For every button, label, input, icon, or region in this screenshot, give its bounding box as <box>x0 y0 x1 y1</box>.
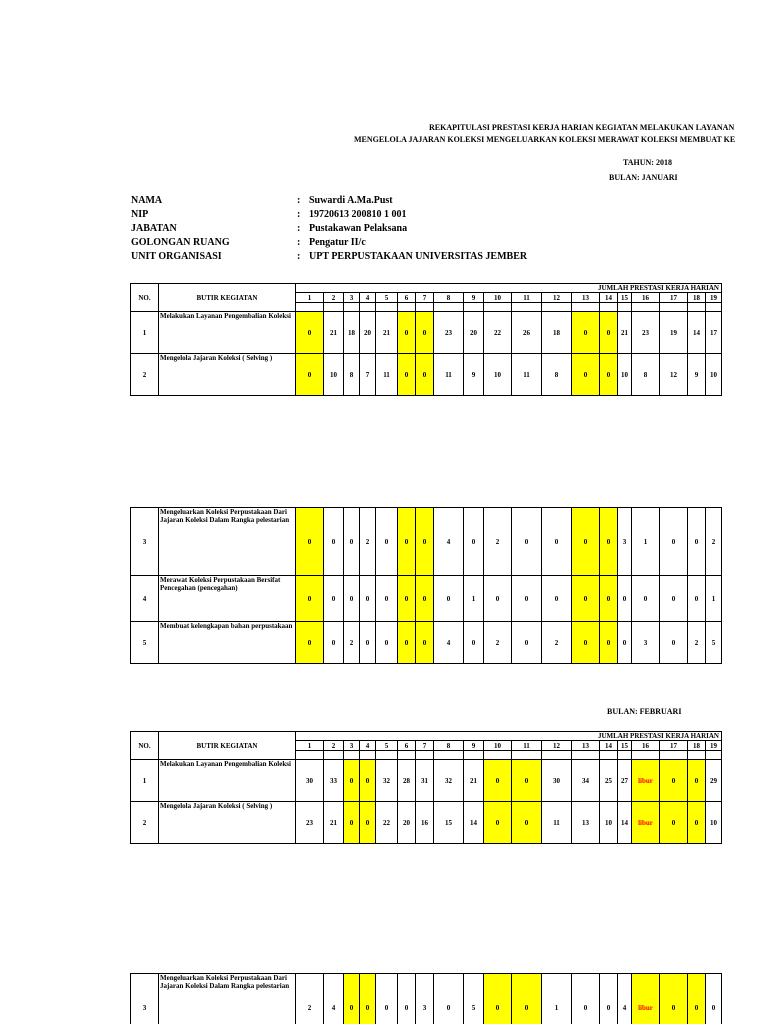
employee-label: JABATAN <box>131 223 177 234</box>
spacer-cell <box>296 751 324 760</box>
day-value: 0 <box>600 974 618 1024</box>
spacer-cell <box>542 751 572 760</box>
day-header: 7 <box>416 293 434 303</box>
day-value: 0 <box>688 974 706 1024</box>
row-activity: Mengeluarkan Koleksi Perpustakaan Dari Jajaran Koleksi Dalam Rangka pelestarian <box>159 974 296 1024</box>
day-header: 14 <box>600 293 618 303</box>
row-no: 4 <box>131 576 159 622</box>
day-header: 12 <box>542 293 572 303</box>
day-value: 0 <box>688 576 706 622</box>
day-value: 14 <box>688 312 706 354</box>
day-value: 10 <box>600 802 618 844</box>
day-value: 0 <box>688 802 706 844</box>
day-value: 32 <box>376 760 398 802</box>
day-value: 0 <box>360 974 376 1024</box>
day-value: 0 <box>512 760 542 802</box>
day-value: 23 <box>632 312 660 354</box>
spacer-cell <box>688 303 706 312</box>
day-value: 18 <box>542 312 572 354</box>
day-value: 0 <box>398 312 416 354</box>
day-value: 27 <box>618 760 632 802</box>
day-value: 0 <box>600 622 618 664</box>
day-value: 0 <box>660 576 688 622</box>
day-value: 0 <box>324 508 344 576</box>
day-header: 3 <box>344 293 360 303</box>
day-value: 1 <box>632 508 660 576</box>
day-value: 0 <box>376 508 398 576</box>
day-value: 0 <box>360 622 376 664</box>
day-header: 9 <box>464 741 484 751</box>
day-value: 0 <box>572 974 600 1024</box>
day-value: 21 <box>618 312 632 354</box>
colon: : <box>297 209 301 220</box>
day-value: 0 <box>688 508 706 576</box>
day-header: 6 <box>398 741 416 751</box>
header-no: NO. <box>131 732 159 760</box>
table-row <box>131 312 722 354</box>
day-value: 14 <box>464 802 484 844</box>
day-value: 0 <box>464 508 484 576</box>
day-header: 15 <box>618 741 632 751</box>
table-row <box>131 508 722 576</box>
day-value: 10 <box>706 802 722 844</box>
day-value: 0 <box>296 508 324 576</box>
day-value: 33 <box>324 760 344 802</box>
day-value: 0 <box>618 622 632 664</box>
day-value: 10 <box>324 354 344 396</box>
day-value: 0 <box>618 576 632 622</box>
employee-row <box>131 222 527 236</box>
day-value: 13 <box>572 802 600 844</box>
employee-value: Pustakawan Pelaksana <box>309 223 408 234</box>
day-header: 5 <box>376 741 398 751</box>
table-row <box>131 802 722 844</box>
day-value: 0 <box>600 508 618 576</box>
day-value: libur <box>632 802 660 844</box>
day-value: 1 <box>464 576 484 622</box>
spacer-cell <box>512 751 542 760</box>
day-value: 0 <box>688 760 706 802</box>
day-header: 11 <box>512 293 542 303</box>
day-header: 8 <box>434 293 464 303</box>
day-value: 0 <box>572 354 600 396</box>
spacer-cell <box>464 303 484 312</box>
day-header: 13 <box>572 293 600 303</box>
day-value: 23 <box>434 312 464 354</box>
day-value: 31 <box>416 760 434 802</box>
spacer-cell <box>660 303 688 312</box>
spacer-cell <box>360 303 376 312</box>
spacer-cell <box>572 751 600 760</box>
day-value: 7 <box>360 354 376 396</box>
day-value: 0 <box>600 354 618 396</box>
day-value: 20 <box>464 312 484 354</box>
day-value: 11 <box>434 354 464 396</box>
header-jumlah: JUMLAH PRESTASI KERJA HARIAN <box>296 732 722 741</box>
day-value: 26 <box>512 312 542 354</box>
day-value: 0 <box>600 576 618 622</box>
day-header: 14 <box>600 741 618 751</box>
spacer-cell <box>688 751 706 760</box>
day-value: 0 <box>484 760 512 802</box>
report-title-line2: MENGELOLA JAJARAN KOLEKSI MENGELUARKAN KOLEKSI MERAWAT KOLEKSI MEMBUAT KE <box>354 135 736 144</box>
day-value: 0 <box>542 508 572 576</box>
day-value: 23 <box>296 802 324 844</box>
spacer-cell <box>464 751 484 760</box>
employee-label: GOLONGAN RUANG <box>131 237 230 248</box>
table-row <box>131 354 722 396</box>
colon: : <box>297 195 301 206</box>
spacer-cell <box>484 303 512 312</box>
day-value: 2 <box>484 508 512 576</box>
day-value: 2 <box>542 622 572 664</box>
day-value: 0 <box>632 576 660 622</box>
table-january-part2 <box>130 507 722 664</box>
day-value: 12 <box>660 354 688 396</box>
day-value: 0 <box>572 622 600 664</box>
day-header: 2 <box>324 741 344 751</box>
employee-row <box>131 236 527 250</box>
day-value: 0 <box>398 974 416 1024</box>
day-value: 0 <box>376 576 398 622</box>
day-value: 0 <box>398 576 416 622</box>
row-no: 2 <box>131 354 159 396</box>
spacer-cell <box>324 751 344 760</box>
spacer-cell <box>434 303 464 312</box>
spacer-cell <box>706 751 722 760</box>
spacer-cell <box>376 751 398 760</box>
day-value: 28 <box>398 760 416 802</box>
day-value: 21 <box>376 312 398 354</box>
spacer-cell <box>618 303 632 312</box>
day-value: 22 <box>376 802 398 844</box>
day-value: 0 <box>398 622 416 664</box>
day-value: 2 <box>296 974 324 1024</box>
day-value: 0 <box>572 312 600 354</box>
day-value: 4 <box>324 974 344 1024</box>
table-row <box>131 622 722 664</box>
employee-value: UPT PERPUSTAKAAN UNIVERSITAS JEMBER <box>309 251 528 262</box>
day-value: 0 <box>360 576 376 622</box>
day-value: 2 <box>360 508 376 576</box>
spacer-cell <box>512 303 542 312</box>
report-month-february: BULAN: FEBRUARI <box>607 707 682 716</box>
day-value: 29 <box>706 760 722 802</box>
day-value: 2 <box>484 622 512 664</box>
day-header: 11 <box>512 741 542 751</box>
employee-label: NIP <box>131 209 149 220</box>
spacer-cell <box>660 751 688 760</box>
day-value: 8 <box>542 354 572 396</box>
report-title-line1: REKAPITULASI PRESTASI KERJA HARIAN KEGIATAN MELAKUKAN LAYANAN <box>429 123 735 132</box>
spacer-cell <box>416 303 434 312</box>
employee-row <box>131 250 527 264</box>
day-value: 19 <box>660 312 688 354</box>
day-header: 8 <box>434 741 464 751</box>
day-value: 0 <box>398 508 416 576</box>
table-february-part1 <box>130 731 722 844</box>
day-value: 0 <box>416 312 434 354</box>
day-value: 0 <box>296 622 324 664</box>
day-value: 0 <box>706 974 722 1024</box>
day-value: 16 <box>416 802 434 844</box>
day-header: 1 <box>296 741 324 751</box>
day-value: 18 <box>344 312 360 354</box>
day-header: 9 <box>464 293 484 303</box>
day-value: 11 <box>542 802 572 844</box>
row-activity: Melakukan Layanan Pengembalian Koleksi <box>159 312 296 354</box>
employee-label: NAMA <box>131 195 163 206</box>
day-header: 16 <box>632 741 660 751</box>
day-header: 4 <box>360 741 376 751</box>
day-value: 0 <box>344 802 360 844</box>
day-header: 17 <box>660 741 688 751</box>
day-value: 0 <box>296 576 324 622</box>
day-header: 13 <box>572 741 600 751</box>
day-value: 0 <box>416 576 434 622</box>
day-value: 0 <box>344 974 360 1024</box>
day-value: 20 <box>398 802 416 844</box>
day-value: 25 <box>600 760 618 802</box>
day-value: 0 <box>434 974 464 1024</box>
day-value: 4 <box>618 974 632 1024</box>
day-value: 30 <box>542 760 572 802</box>
row-no: 1 <box>131 312 159 354</box>
day-value: 3 <box>632 622 660 664</box>
day-value: 0 <box>344 576 360 622</box>
day-value: 8 <box>344 354 360 396</box>
day-value: 2 <box>688 622 706 664</box>
day-value: 0 <box>296 354 324 396</box>
day-header: 5 <box>376 293 398 303</box>
day-value: 0 <box>464 622 484 664</box>
header-butir: BUTIR KEGIATAN <box>159 284 296 312</box>
employee-row <box>131 208 527 222</box>
employee-value: Pengatur II/c <box>309 237 366 248</box>
day-value: 0 <box>416 622 434 664</box>
day-value: 0 <box>324 622 344 664</box>
day-header: 19 <box>706 741 722 751</box>
day-header: 16 <box>632 293 660 303</box>
row-activity: Melakukan Layanan Pengembalian Koleksi <box>159 760 296 802</box>
day-value: 0 <box>484 802 512 844</box>
day-value: 0 <box>660 802 688 844</box>
spacer-cell <box>632 751 660 760</box>
spacer-cell <box>416 751 434 760</box>
day-value: 34 <box>572 760 600 802</box>
spacer-cell <box>398 751 416 760</box>
employee-value: Suwardi A.Ma.Pust <box>309 195 393 206</box>
day-value: 0 <box>660 974 688 1024</box>
spacer-cell <box>360 751 376 760</box>
day-value: 0 <box>398 354 416 396</box>
day-value: 0 <box>660 508 688 576</box>
row-activity: Mengelola Jajaran Koleksi ( Selving ) <box>159 354 296 396</box>
spacer-cell <box>484 751 512 760</box>
day-value: 11 <box>376 354 398 396</box>
day-value: 0 <box>360 760 376 802</box>
day-header: 12 <box>542 741 572 751</box>
day-value: 0 <box>484 576 512 622</box>
day-value: 0 <box>600 312 618 354</box>
day-value: 0 <box>660 622 688 664</box>
day-value: 14 <box>618 802 632 844</box>
day-value: libur <box>632 760 660 802</box>
spacer-cell <box>398 303 416 312</box>
day-value: 2 <box>344 622 360 664</box>
day-value: 10 <box>484 354 512 396</box>
row-activity: Mengeluarkan Koleksi Perpustakaan Dari Jajaran Koleksi Dalam Rangka pelestarian <box>159 508 296 576</box>
day-value: 1 <box>542 974 572 1024</box>
day-value: 17 <box>706 312 722 354</box>
day-header: 2 <box>324 293 344 303</box>
day-value: 21 <box>324 312 344 354</box>
day-value: 0 <box>660 760 688 802</box>
day-value: 0 <box>484 974 512 1024</box>
colon: : <box>297 251 301 262</box>
day-value: 32 <box>434 760 464 802</box>
spacer-cell <box>632 303 660 312</box>
day-header: 15 <box>618 293 632 303</box>
day-value: 0 <box>416 354 434 396</box>
day-value: libur <box>632 974 660 1024</box>
day-header: 4 <box>360 293 376 303</box>
colon: : <box>297 223 301 234</box>
row-activity: Merawat Koleksi Perpustakaan Bersifat Pencegahan (pencegahan) <box>159 576 296 622</box>
row-activity: Mengelola Jajaran Koleksi ( Selving ) <box>159 802 296 844</box>
day-header: 7 <box>416 741 434 751</box>
day-value: 20 <box>360 312 376 354</box>
row-activity: Membuat kelengkapan bahan perpustakaan <box>159 622 296 664</box>
day-value: 0 <box>344 760 360 802</box>
employee-value: 19720613 200810 1 001 <box>309 209 407 220</box>
day-value: 0 <box>360 802 376 844</box>
day-value: 0 <box>572 576 600 622</box>
colon: : <box>297 237 301 248</box>
day-value: 21 <box>464 760 484 802</box>
table-row <box>131 760 722 802</box>
day-value: 15 <box>434 802 464 844</box>
row-no: 2 <box>131 802 159 844</box>
day-value: 0 <box>434 576 464 622</box>
spacer-cell <box>706 303 722 312</box>
spacer-cell <box>434 751 464 760</box>
row-no: 3 <box>131 508 159 576</box>
table-january-part1 <box>130 283 722 396</box>
row-no: 5 <box>131 622 159 664</box>
header-no: NO. <box>131 284 159 312</box>
day-value: 9 <box>464 354 484 396</box>
day-value: 4 <box>434 508 464 576</box>
day-value: 0 <box>512 508 542 576</box>
spacer-cell <box>344 751 360 760</box>
header-jumlah: JUMLAH PRESTASI KERJA HARIAN <box>296 284 722 293</box>
day-value: 0 <box>512 802 542 844</box>
row-no: 3 <box>131 974 159 1024</box>
day-value: 10 <box>706 354 722 396</box>
day-value: 3 <box>416 974 434 1024</box>
spacer-cell <box>296 303 324 312</box>
table-row <box>131 974 722 1024</box>
day-value: 2 <box>706 508 722 576</box>
day-value: 0 <box>324 576 344 622</box>
day-value: 5 <box>464 974 484 1024</box>
spacer-cell <box>600 303 618 312</box>
day-value: 0 <box>376 622 398 664</box>
table-header-row <box>131 284 722 293</box>
day-value: 0 <box>512 622 542 664</box>
day-value: 0 <box>512 576 542 622</box>
day-header: 19 <box>706 293 722 303</box>
day-header: 1 <box>296 293 324 303</box>
spacer-cell <box>572 303 600 312</box>
employee-row <box>131 194 527 208</box>
header-butir: BUTIR KEGIATAN <box>159 732 296 760</box>
day-header: 6 <box>398 293 416 303</box>
report-month-january: BULAN: JANUARI <box>609 173 678 182</box>
day-value: 30 <box>296 760 324 802</box>
row-no: 1 <box>131 760 159 802</box>
day-value: 0 <box>376 974 398 1024</box>
spacer-cell <box>324 303 344 312</box>
day-value: 22 <box>484 312 512 354</box>
spacer-cell <box>618 751 632 760</box>
day-value: 11 <box>512 354 542 396</box>
day-header: 18 <box>688 293 706 303</box>
day-header: 17 <box>660 293 688 303</box>
employee-label: UNIT ORGANISASI <box>131 251 222 262</box>
day-header: 3 <box>344 741 360 751</box>
employee-info <box>131 194 527 264</box>
day-value: 0 <box>344 508 360 576</box>
day-value: 9 <box>688 354 706 396</box>
spacer-cell <box>542 303 572 312</box>
day-header: 18 <box>688 741 706 751</box>
day-value: 0 <box>542 576 572 622</box>
day-value: 21 <box>324 802 344 844</box>
spacer-cell <box>600 751 618 760</box>
day-value: 8 <box>632 354 660 396</box>
table-header-row <box>131 732 722 741</box>
day-value: 3 <box>618 508 632 576</box>
report-year: TAHUN: 2018 <box>623 158 672 167</box>
day-value: 10 <box>618 354 632 396</box>
day-value: 5 <box>706 622 722 664</box>
day-value: 0 <box>572 508 600 576</box>
spacer-cell <box>376 303 398 312</box>
table-row <box>131 576 722 622</box>
day-value: 4 <box>434 622 464 664</box>
spacer-cell <box>344 303 360 312</box>
day-header: 10 <box>484 293 512 303</box>
day-value: 0 <box>416 508 434 576</box>
day-header: 10 <box>484 741 512 751</box>
day-value: 0 <box>296 312 324 354</box>
table-february-part2 <box>130 973 722 1024</box>
day-value: 1 <box>706 576 722 622</box>
day-value: 0 <box>512 974 542 1024</box>
